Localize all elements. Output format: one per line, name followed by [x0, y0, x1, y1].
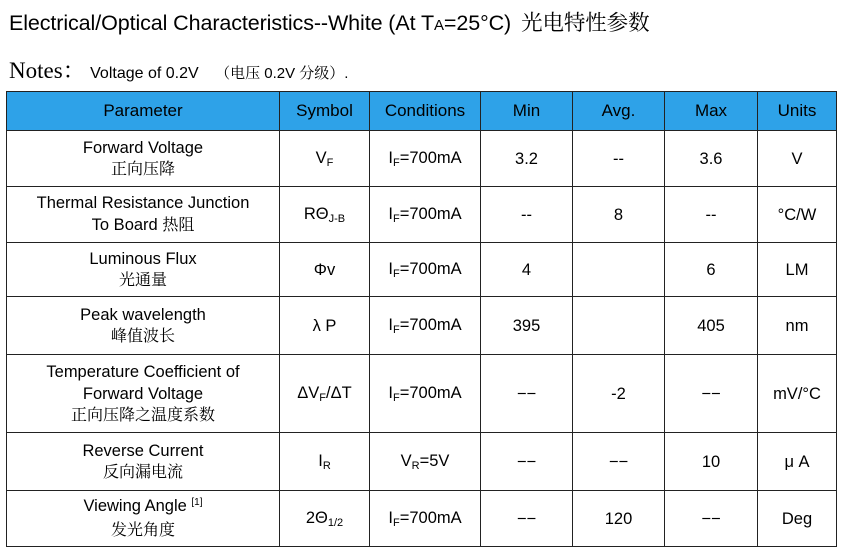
param-cn: 热阻 [162, 217, 195, 234]
cell-min: -- [481, 187, 573, 243]
param-en2: Forward Voltage [82, 384, 204, 403]
cell-avg: 120 [573, 491, 665, 547]
param-en: Reverse Current [82, 441, 204, 460]
cond-main: I [388, 259, 393, 278]
title-suffix: =25°C) [443, 11, 512, 35]
notes-text: Voltage of 0.2V [90, 65, 199, 82]
cell-conditions [370, 187, 481, 243]
param-en: Thermal Resistance Junction [36, 194, 250, 212]
cell-unit: °C/W [758, 187, 837, 243]
cell-parameter [7, 355, 280, 433]
cell-avg [573, 297, 665, 355]
symbol-main: ΔV [297, 383, 320, 402]
cond-sub: F [392, 212, 400, 225]
table-row [7, 491, 837, 547]
table-row [7, 243, 837, 297]
cell-unit: V [758, 131, 837, 187]
cell-max: −− [665, 355, 758, 433]
notes-chinese: （电压 0.2V 分级）. [215, 65, 349, 82]
param-en: Temperature Coefficient of [46, 362, 240, 381]
table-row [7, 433, 837, 491]
cond-rest: =700mA [399, 148, 462, 167]
cell-parameter [7, 491, 280, 547]
symbol-sub: 1/2 [327, 516, 344, 529]
page-title [9, 6, 649, 37]
cell-symbol: λ P [280, 297, 370, 355]
cell-avg: 8 [573, 187, 665, 243]
cond-sub: F [392, 156, 400, 169]
cell-symbol [280, 433, 370, 491]
cell-unit: Deg [758, 491, 837, 547]
param-cn: 光通量 [118, 271, 167, 289]
table-row [7, 297, 837, 355]
cond-sub: F [392, 391, 400, 404]
cell-parameter [7, 187, 280, 243]
cond-rest: =700mA [399, 259, 462, 278]
cell-min: 3.2 [481, 131, 573, 187]
header-units: Units [758, 92, 837, 131]
header-max: Max [665, 92, 758, 131]
symbol-sub: F [326, 156, 334, 169]
cond-sub: F [392, 516, 400, 529]
title-chinese: 光电特性参数 [521, 11, 650, 35]
notes-label: Notes： [9, 58, 86, 83]
symbol-main: I [318, 451, 323, 470]
table-row [7, 355, 837, 433]
cond-main: I [388, 508, 393, 527]
cell-max: 6 [665, 243, 758, 297]
table-header-row [7, 92, 837, 131]
cell-avg: -2 [573, 355, 665, 433]
cond-main: V [400, 451, 412, 470]
param-cn: 正向压降 [110, 160, 175, 178]
table-row [7, 131, 837, 187]
cell-min: −− [481, 491, 573, 547]
param-en: Viewing Angle [83, 497, 187, 515]
cond-main: I [388, 148, 393, 167]
symbol-main: 2Θ [305, 508, 328, 527]
cell-min: −− [481, 433, 573, 491]
cell-avg: −− [573, 433, 665, 491]
table-row [7, 187, 837, 243]
param-cn: 发光角度 [110, 522, 175, 539]
cell-parameter [7, 131, 280, 187]
cell-symbol [280, 187, 370, 243]
cell-unit: nm [758, 297, 837, 355]
cond-sub: F [392, 267, 400, 280]
cell-avg: -- [573, 131, 665, 187]
symbol-sub: R [322, 459, 331, 472]
cell-unit: μ A [758, 433, 837, 491]
symbol-main: RΘ [303, 204, 329, 223]
characteristics-table [6, 91, 837, 547]
cond-main: I [388, 315, 393, 334]
symbol-sub: F [319, 391, 327, 404]
param-en2: To Board [91, 216, 158, 234]
cell-conditions [370, 131, 481, 187]
cell-conditions [370, 491, 481, 547]
cell-max: 3.6 [665, 131, 758, 187]
cell-parameter [7, 433, 280, 491]
param-cn: 正向压降之温度系数 [70, 406, 215, 424]
cell-max: -- [665, 187, 758, 243]
header-parameter: Parameter [7, 92, 280, 131]
title-subscript: A [434, 17, 444, 34]
cell-max: 405 [665, 297, 758, 355]
param-en: Peak wavelength [80, 305, 206, 324]
param-cn: 反向漏电流 [102, 463, 183, 481]
param-cn: 峰值波长 [110, 327, 175, 345]
cell-avg [573, 243, 665, 297]
cell-symbol: Φv [280, 243, 370, 297]
cell-min: 395 [481, 297, 573, 355]
cond-sub: F [392, 323, 400, 336]
param-en: Luminous Flux [89, 249, 197, 268]
cell-min: −− [481, 355, 573, 433]
cell-min: 4 [481, 243, 573, 297]
cell-max: 10 [665, 433, 758, 491]
cell-symbol [280, 131, 370, 187]
cell-conditions [370, 355, 481, 433]
cell-conditions [370, 433, 481, 491]
symbol-post: /ΔT [326, 383, 352, 402]
header-conditions: Conditions [370, 92, 481, 131]
cond-rest: =700mA [399, 383, 462, 402]
cond-rest: =700mA [399, 508, 462, 527]
header-min: Min [481, 92, 573, 131]
cell-conditions [370, 297, 481, 355]
cell-parameter [7, 297, 280, 355]
cell-unit: LM [758, 243, 837, 297]
symbol-main: V [315, 148, 327, 167]
notes [9, 52, 348, 85]
param-footnote: [1] [191, 497, 203, 508]
cell-symbol [280, 355, 370, 433]
cond-main: I [388, 383, 393, 402]
header-symbol: Symbol [280, 92, 370, 131]
title-text: Electrical/Optical Characteristics--White (At T [9, 11, 434, 35]
cell-unit: mV/°C [758, 355, 837, 433]
cond-rest: =700mA [399, 204, 462, 223]
param-en: Forward Voltage [82, 138, 204, 157]
symbol-sub: J-B [328, 212, 346, 225]
cell-parameter [7, 243, 280, 297]
cond-rest: =700mA [399, 315, 462, 334]
header-avg: Avg. [573, 92, 665, 131]
cell-max: −− [665, 491, 758, 547]
cond-rest: =5V [419, 451, 450, 470]
cond-sub: R [411, 459, 420, 472]
cell-conditions [370, 243, 481, 297]
cell-symbol [280, 491, 370, 547]
cond-main: I [388, 204, 393, 223]
